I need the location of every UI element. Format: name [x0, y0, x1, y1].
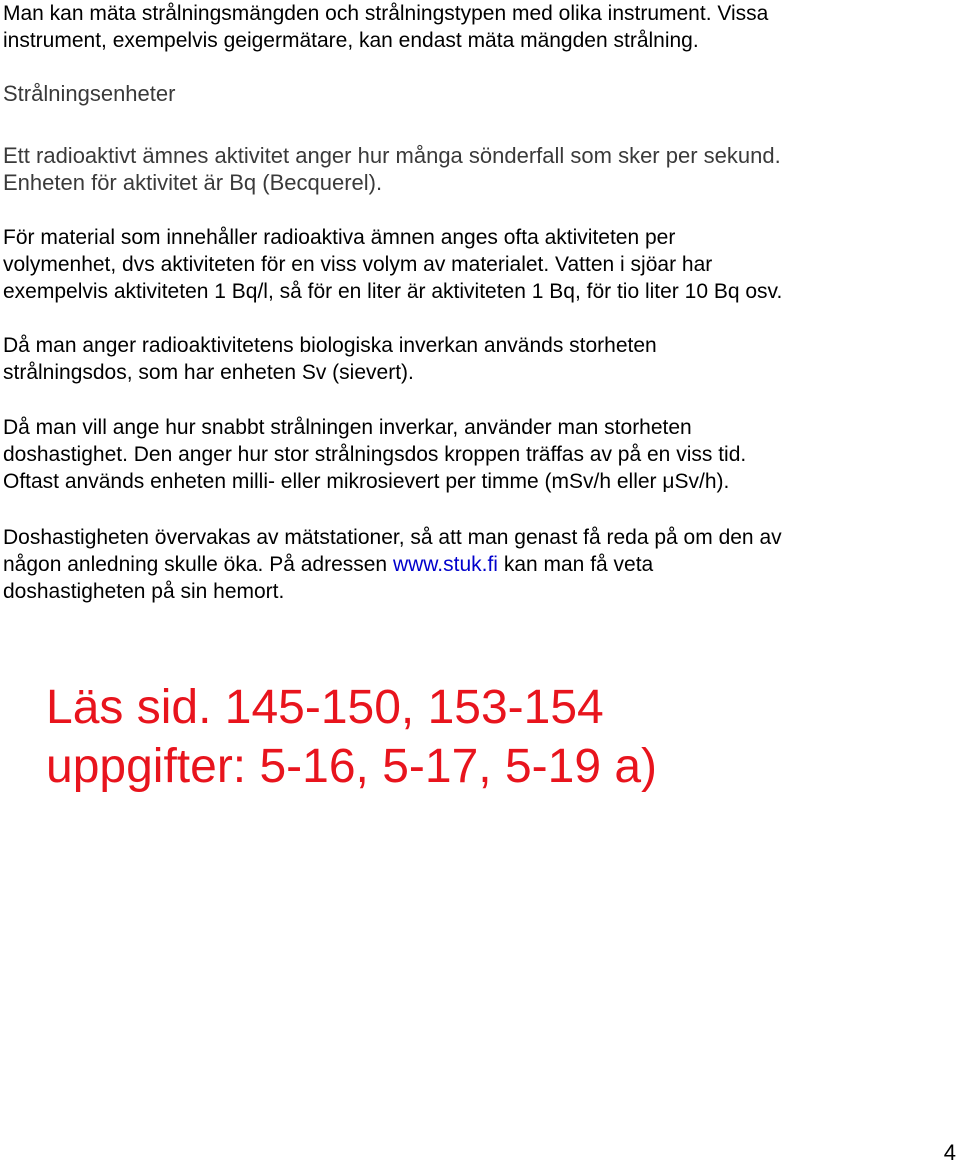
- doserate-paragraph: [3, 414, 746, 495]
- monitoring-line-2-end: kan man få veta: [497, 553, 654, 576]
- monitoring-paragraph: [3, 524, 782, 605]
- intro-line-2: instrument, exempelvis geigermätare, kan endast mäta mängden strålning.: [3, 29, 699, 52]
- assignment-pages: Läs sid. 145-150, 153-154: [46, 681, 604, 734]
- dose-line-1: Då man anger radioaktivitetens biologiska inverkan används storheten: [3, 334, 657, 357]
- dose-line-2: strålningsdos, som har enheten Sv (sievert).: [3, 361, 414, 384]
- intro-line-1: Man kan mäta strålningsmängden och strålningstypen med olika instrument. Vissa: [3, 2, 769, 25]
- activity-line-1: Ett radioaktivt ämnes aktivitet anger hur många sönderfall som sker per sekund.: [3, 143, 781, 168]
- doserate-line-1: Då man vill ange hur snabbt strålningen inverkar, använder man storheten: [3, 416, 692, 439]
- dose-paragraph: [3, 332, 657, 386]
- intro-paragraph: [3, 0, 768, 54]
- volume-line-2: volymenhet, dvs aktiviteten för en viss volym av materialet. Vatten i sjöar har: [3, 253, 713, 276]
- monitoring-line-2: [3, 551, 782, 578]
- monitoring-line-1: Doshastigheten övervakas av mätstationer, så att man genast få reda på om den av: [3, 526, 782, 549]
- activity-paragraph: [3, 142, 781, 196]
- section-heading: Strålningsenheter: [3, 81, 176, 106]
- assignment-note: [46, 678, 657, 796]
- volume-line-1: För material som innehåller radioaktiva ämnen anges ofta aktiviteten per: [3, 226, 676, 249]
- assignment-tasks: uppgifter: 5-16, 5-17, 5-19 a): [46, 740, 658, 793]
- doserate-line-2: doshastighet. Den anger hur stor strålningsdos kroppen träffas av på en viss tid.: [3, 443, 747, 466]
- volume-line-3: exempelvis aktiviteten 1 Bq/l, så för en liter är aktiviteten 1 Bq, för tio liter 10 Bq osv.: [3, 280, 783, 303]
- monitoring-line-3: doshastigheten på sin hemort.: [3, 580, 285, 603]
- monitoring-line-2-start: någon anledning skulle öka. På adressen: [3, 553, 393, 576]
- page-number: 4: [943, 1140, 956, 1165]
- volume-paragraph: [3, 224, 782, 305]
- activity-line-2: Enheten för aktivitet är Bq (Becquerel).: [3, 170, 383, 195]
- stuk-link[interactable]: www.stuk.fi: [392, 553, 498, 576]
- doserate-line-3: Oftast används enheten milli- eller mikrosievert per timme (mSv/h eller μSv/h).: [3, 470, 730, 493]
